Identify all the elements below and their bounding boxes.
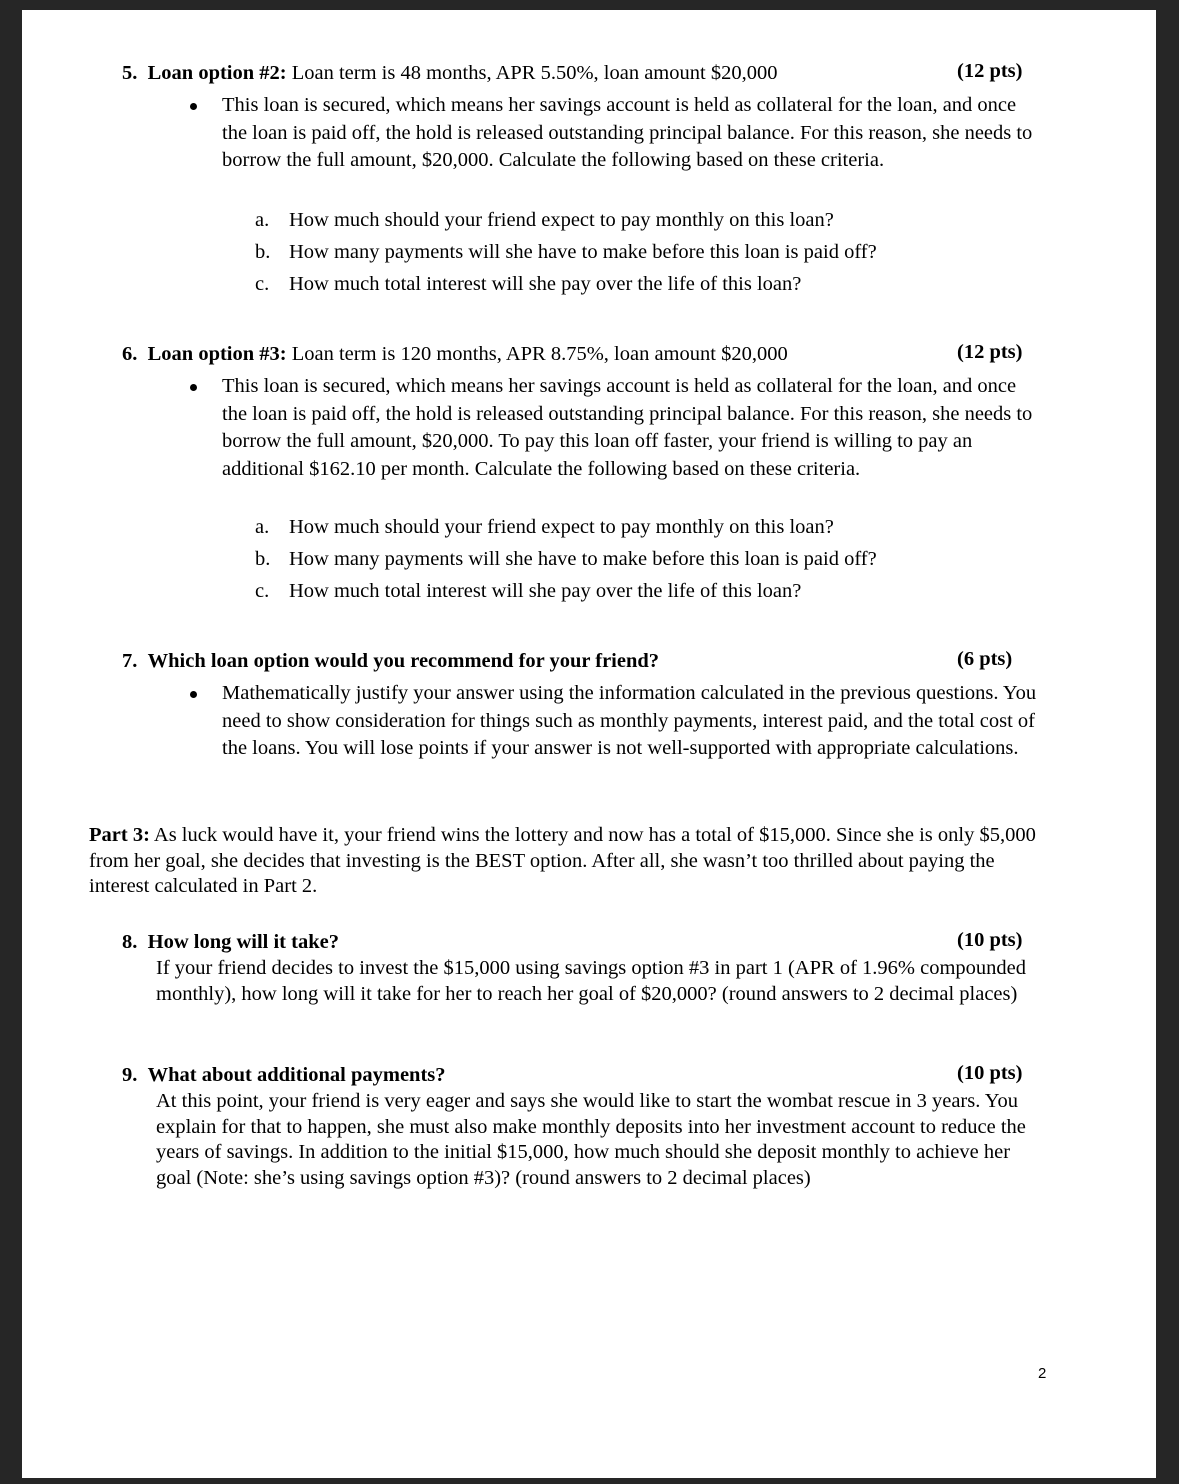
- q8-heading: [122, 929, 339, 955]
- document-page: [22, 10, 1156, 1478]
- q9-title: What about additional payments?: [147, 1064, 446, 1086]
- q6-points: (12 pts): [957, 341, 1023, 363]
- part3-text: As luck would have it, your friend wins the lottery and now has a total of $15,000. Since she is only $5,000 from her goal, she decides that investing is the BEST option. After all, she wasn’t too thrilled about paying the interest calculated in Part 2.: [89, 824, 1036, 897]
- q5-bullet-icon: [190, 103, 197, 110]
- q7-points: (6 pts): [957, 648, 1013, 670]
- q5-number: 5.: [122, 62, 138, 84]
- part3-label: Part 3:: [89, 824, 150, 846]
- q8-body: If your friend decides to invest the $15,000 using savings option #3 in part 1 (APR of 1.96% compounded monthly), how long will it take for her to reach her goal of $20,000? (round answers to 2 decimal places): [156, 957, 1026, 1005]
- q7-bullet-text: Mathematically justify your answer using the information calculated in the previous questions. You need to show consideration for things such as monthly payments, interest paid, and the total cost of the loans. You will lose points if your answer is not well-supported with appropriate calculations.: [222, 682, 1037, 759]
- q5-item-a: a. How much should your friend expect to pay monthly on this loan?: [255, 209, 834, 231]
- q5-item-c: c. How much total interest will she pay over the life of this loan?: [255, 273, 802, 295]
- q7-number: 7.: [122, 650, 138, 672]
- q5-description: Loan term is 48 months, APR 5.50%, loan amount $20,000: [286, 62, 778, 84]
- q7-bullet-icon: [190, 691, 197, 698]
- q7-title: Which loan option would you recommend for your friend?: [147, 650, 660, 672]
- q6-heading: [122, 341, 788, 367]
- q9-points: (10 pts): [957, 1062, 1023, 1084]
- q8-number: 8.: [122, 931, 138, 953]
- q9-number: 9.: [122, 1064, 138, 1086]
- q6-item-b: b. How many payments will she have to make before this loan is paid off?: [255, 548, 877, 570]
- q5-title: Loan option #2:: [147, 62, 287, 84]
- part3-paragraph: [89, 823, 1049, 900]
- q6-item-a: a. How much should your friend expect to pay monthly on this loan?: [255, 516, 834, 538]
- q6-item-c: c. How much total interest will she pay over the life of this loan?: [255, 580, 802, 602]
- q6-number: 6.: [122, 343, 138, 365]
- q5-bullet-text: This loan is secured, which means her savings account is held as collateral for the loan, and once the loan is paid off, the hold is released outstanding principal balance. For this reason, she needs to borrow the full amount, $20,000. Calculate the following based on these criteria.: [222, 94, 1033, 171]
- q6-bullet-icon: [190, 384, 197, 391]
- q8-points: (10 pts): [957, 929, 1023, 951]
- page-number: 2: [1038, 1365, 1047, 1382]
- q9-heading: [122, 1062, 446, 1088]
- q5-heading: [122, 60, 777, 86]
- q6-title: Loan option #3:: [147, 343, 287, 365]
- q5-item-b: b. How many payments will she have to make before this loan is paid off?: [255, 241, 877, 263]
- q8-title: How long will it take?: [147, 931, 339, 953]
- q6-description: Loan term is 120 months, APR 8.75%, loan amount $20,000: [286, 343, 788, 365]
- q6-bullet-text: This loan is secured, which means her savings account is held as collateral for the loan, and once the loan is paid off, the hold is released outstanding principal balance. For this reason, she needs to borrow the full amount, $20,000. To pay this loan off faster, your friend is willing to pay an additional $162.10 per month. Calculate the following based on these criteria.: [222, 375, 1033, 480]
- q7-heading: [122, 648, 659, 674]
- q9-body: At this point, your friend is very eager and says she would like to start the wombat rescue in 3 years. You explain for that to happen, she must also make monthly deposits into her investment account to reduce the years of savings. In addition to the initial $15,000, how much should she deposit monthly to achieve her goal (Note: she’s using savings option #3)? (round answers to 2 decimal places): [156, 1090, 1026, 1189]
- q5-points: (12 pts): [957, 60, 1023, 82]
